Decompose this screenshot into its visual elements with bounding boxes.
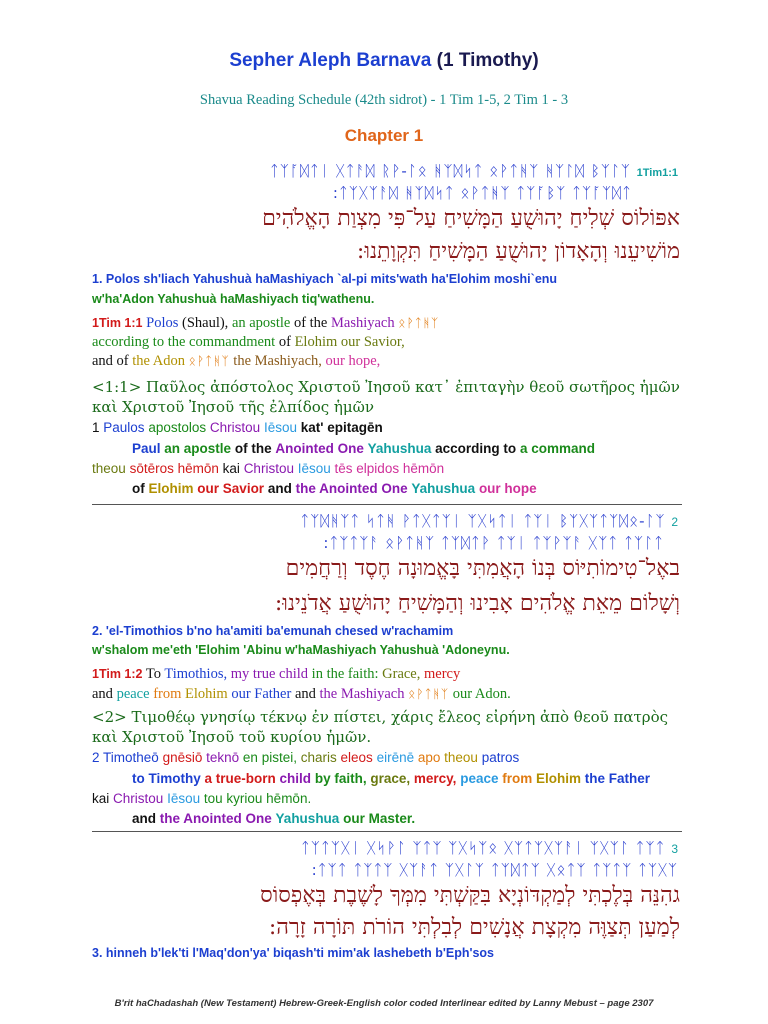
word: Polos (146, 315, 179, 331)
word: 2 Timotheō (92, 750, 159, 765)
paleo-name: ᛟᚹᛏᚻᛉ (188, 354, 230, 368)
transliteration-line-2: w'shalom me'eth 'Elohim 'Abinu w'haMashiyach Yahushuà 'Adoneynu. (92, 643, 510, 657)
word: Elohim (536, 771, 582, 786)
word: in the faith: (311, 666, 379, 682)
word: hēmōn (177, 461, 219, 476)
word: Elohim (185, 686, 228, 702)
word: our hope, (325, 353, 381, 369)
word: patros (481, 750, 520, 765)
word: tou kyriou (203, 791, 263, 806)
english-line-2 (92, 686, 511, 703)
word: eleos (340, 750, 373, 765)
divider (92, 831, 682, 832)
word: the Adon (132, 353, 186, 369)
verse-num: 3 (671, 842, 678, 856)
page-footer: B'rit haChadashah (New Testament) Hebrew-Greek-English color coded Interlinear edited by Lanny Mebust – page 2307 (114, 998, 654, 1009)
word: apo (417, 750, 441, 765)
word: an apostle (231, 315, 291, 331)
greek-translit-line-2 (92, 461, 444, 476)
word: of the (293, 315, 328, 331)
greek-english-line-2 (132, 811, 415, 826)
word: mercy, (413, 771, 457, 786)
word: (Shaul), (182, 315, 229, 331)
reading-schedule: Shavua Reading Schedule (42th sidrot) - 1 Tim 1-5, 2 Tim 1 - 3 (199, 92, 569, 108)
word: Yahushua (367, 441, 432, 456)
paleo-line-1 (300, 512, 678, 530)
word: an apostle (164, 441, 232, 456)
word: the Anointed One (159, 811, 272, 826)
greek-line-2: καὶ Χριστοῦ Ἰησοῦ τοῦ κυρίου ἡμῶν. (92, 728, 372, 746)
word: of (278, 334, 291, 350)
word: the Mashiyach (319, 686, 405, 702)
hebrew-line-1: באֶל־טִימוֹתִיּוֹס בְּנוֹ הָאֲמִתִּי בָּאֱמוּנָה חֶסֶד וְרַחֲמִים (285, 556, 680, 581)
word: Iēsou (263, 420, 297, 435)
word: and (92, 686, 113, 702)
word: grace, (370, 771, 411, 786)
paleo-name: ᛟᚹᛏᚻᛉ (408, 687, 450, 701)
word: and (294, 686, 316, 702)
word: Yahushua (275, 811, 340, 826)
word: Iēsou (297, 461, 331, 476)
word: Paulos (103, 420, 145, 435)
verse-ref: 1Tim 1:2 (92, 667, 143, 681)
greek-line-1: <2> Τιμοθέῳ γνησίῳ τέκνῳ ἐν πίστει, χάρις ἔλεος εἰρήνη ἀπὸ θεοῦ πατρὸς (92, 708, 669, 726)
paleo-line-1 (301, 839, 678, 857)
word: gnēsiō (162, 750, 203, 765)
word: kai (222, 461, 240, 476)
transliteration-line-1: 1. Polos sh'liach Yahushuà haMashiyach `al-pi mits'wath ha'Elohim moshi`enu (92, 272, 558, 286)
word: theou (92, 461, 126, 476)
word: and (132, 811, 157, 826)
word: our hope (478, 481, 537, 496)
word: hēmōn. (266, 791, 312, 806)
greek-translit-line-1 (92, 420, 383, 435)
hebrew-line-2: מוֹשִׁיעֵנוּ וְהָאָדוֹן יָהוּשֻׁעַ הַמָּשִׁיחַ תִּקְוָתֵנוּ: (356, 239, 680, 264)
greek-line-2: καὶ Χριστοῦ Ἰησοῦ τῆς ἐλπίδος ἡμῶν (92, 398, 375, 416)
word: To (145, 666, 161, 682)
paleo-line-2: :ᛏᛉᛏ ᛏᛉᛏᛉ ᚷᛉᚨᛏ ᛉᚷᛚᛉ ᛏᛉᛞᛏᛉ ᚷᛟᛏᛉ ᛏᛉᛏᛉ ᛏᛉᚷᛉ (311, 861, 678, 879)
word: Paul (132, 441, 161, 456)
greek-translit-line-2 (92, 791, 311, 806)
word: our Father (231, 686, 292, 702)
word: eirēnē (376, 750, 415, 765)
book-name: Sepher Aleph Barnava (229, 50, 432, 71)
word: Elohim our Savior, (294, 334, 405, 350)
word: mercy (424, 666, 461, 682)
word: from (153, 686, 182, 702)
word: and of (92, 353, 129, 369)
word: the Father (584, 771, 651, 786)
word: a command (519, 441, 595, 456)
hebrew-line-2: לְמַעַן תְּצַוֶּה מִקְצָת אֲנָשִׁים לְבִלְתִּי הוֹרֹת תּוֹרָה זָרָה: (268, 915, 680, 940)
book-english-name: (1 Timothy) (436, 50, 539, 71)
word: Timothios, (164, 666, 228, 682)
word: Christou (209, 420, 261, 435)
word: peace (460, 771, 499, 786)
english-line-1 (92, 315, 439, 332)
word: the Mashiyach, (233, 353, 322, 369)
hebrew-line-1: גהִנֵּה בְּלֶכְתִּי לְמַקְדּוֹנְיָא בִּקַּשְׁתִּי מִמְּךָ לָשֶׁבֶת בְּאֶפְסוֹס (260, 883, 680, 908)
english-line-2 (92, 334, 405, 351)
word: our Master. (343, 811, 416, 826)
transliteration-line-1: 2. 'el-Timothios b'no ha'amiti ba'emunah chesed w'rachamim (92, 624, 454, 638)
paleo-text: ᛏᛉᛞᚻᛉᛏ ᛋᛏᚻ ᚹᛏᚷᛏᛉᛁ ᛉᚷᛋᛏᛁ ᛏᛉᛁ ᛒᛉᚷᛉᛏᛉᛞᛟ-ᛚᛉ (300, 512, 666, 530)
word: Grace, (382, 666, 421, 682)
word: according to the commandment (92, 334, 276, 350)
word: child (279, 771, 312, 786)
word: Iēsou (167, 791, 201, 806)
verse-num: 1 (92, 420, 100, 435)
word: kat' epitagēn (300, 420, 383, 435)
greek-english-line-1 (132, 441, 595, 456)
word: Elohim (148, 481, 194, 496)
greek-translit-line-1 (92, 750, 519, 765)
paleo-text: ᛏᛉᚪᛞᛏᛁ ᚷᛏᚨᛞ ᚱᚹ-ᛚᛟ ᚻᛉᛞᛋᛏ ᛟᚹᛏᚻᛉ ᚻᛉᛚᛞ ᛒᛉᛚᛉ (269, 162, 631, 180)
transliteration-line-2: w'ha'Adon Yahushuà haMashiyach tiq'wathenu. (92, 292, 375, 306)
word: teknō (206, 750, 240, 765)
word: by faith, (314, 771, 367, 786)
book-title (0, 50, 768, 72)
verse-num: 2 (671, 515, 678, 529)
word: and (267, 481, 292, 496)
word: according to (435, 441, 517, 456)
english-line-3 (92, 353, 380, 370)
chapter-heading: Chapter 1 (344, 126, 424, 145)
word: our Adon. (452, 686, 511, 702)
word: the Anointed One (295, 481, 408, 496)
greek-english-line-2 (132, 481, 537, 496)
verse-ref: 1Tim1:1 (636, 167, 678, 179)
word: Christou (113, 791, 164, 806)
word: from (502, 771, 533, 786)
word: apostolos (148, 420, 207, 435)
word: tēs elpidos (334, 461, 400, 476)
word: of the (234, 441, 272, 456)
hebrew-line-1: אפּוֹלוֹס שְׁלִיחַ יָהוּשֻׁעַ הַמָּשִׁיחַ עַל־פִּי מִצְוַת הָאֱלֹהִים (262, 206, 680, 231)
word: my true child (230, 666, 309, 682)
paleo-line-2: :ᛏᛉᛏᛉᚨ ᛟᚹᛏᚻᛉ ᛏᛉᛞᛏᚹ ᛏᛉᛁ ᛏᛉᚹᛉᚨ ᚷᛉᛏ ᛏᛉᛚᛏ (323, 534, 664, 552)
transliteration-line-1: 3. hinneh b'lek'ti l'Maq'don'ya' biqash'ti mim'ak lashebeth b'Eph'sos (92, 946, 495, 960)
word: Mashiyach (331, 315, 395, 331)
paleo-name: ᛟᚹᛏᚻᛉ (398, 316, 440, 330)
word: Anointed One (275, 441, 364, 456)
word: theou (444, 750, 478, 765)
word: peace (116, 686, 150, 702)
hebrew-line-2: וְשָׁלוֹם מֵאֵת אֱלֹהִים אָבִינוּ וְהַמָּשִׁיחַ יָהוּשֻׁעַ אֲדֹנֵינוּ: (274, 591, 680, 616)
word: our Savior (197, 481, 265, 496)
word: kai (92, 791, 110, 806)
verse-ref: 1Tim 1:1 (92, 316, 143, 330)
word: sōtēros (129, 461, 174, 476)
word: a true-born (204, 771, 276, 786)
greek-line-1: <1:1> Παῦλος ἀπόστολος Χριστοῦ Ἰησοῦ κατ᾽ ἐπιταγὴν θεοῦ σωτῆρος ἡμῶν (92, 378, 680, 396)
english-line-1 (92, 666, 460, 683)
word: Yahushua (411, 481, 476, 496)
greek-english-line-1 (132, 771, 650, 786)
word: en pistei, (242, 750, 297, 765)
paleo-text: ᛏᛉᛏᛉᚷᛁ ᚷᛋᚹᛚ ᛉᛏᛉ ᛉᚷᛋᛉᛟ ᚷᛉᛏᛉᚷᛉᚨᛁ ᛉᚷᛉᛚ ᛏᛉᛏ (300, 839, 666, 857)
word: to Timothy (132, 771, 201, 786)
paleo-line-2: :ᛏᛉᚷᛉᚨᛞ ᚻᛉᛞᛋᛏ ᛟᚹᛏᚻᛉ ᛏᛉᚪᛒᛉ ᛏᛉᚪᛉᛞᛏ (332, 184, 632, 202)
word: hēmōn (402, 461, 445, 476)
divider (92, 504, 682, 505)
word: charis (300, 750, 337, 765)
word: of (132, 481, 145, 496)
word: Christou (243, 461, 294, 476)
paleo-line-1 (270, 162, 678, 180)
